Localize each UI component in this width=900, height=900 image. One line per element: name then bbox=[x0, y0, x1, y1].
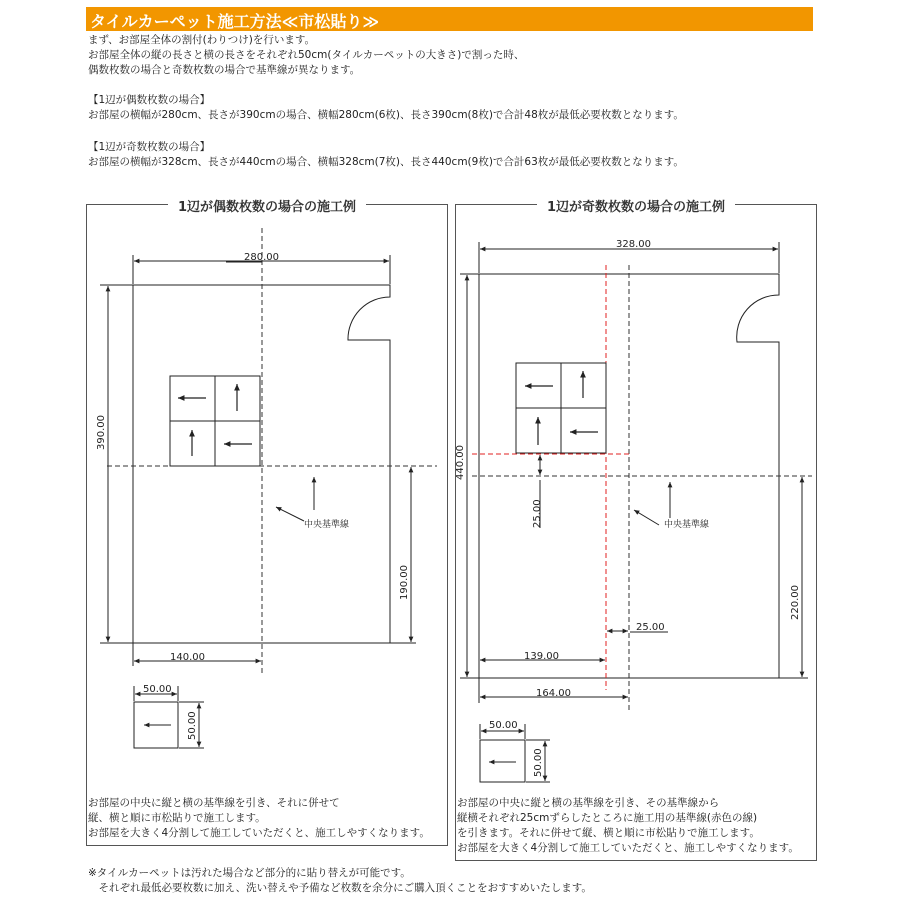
even-height-label: 390.00 bbox=[96, 415, 107, 450]
intro-line-3: 偶数枚数の場合と奇数枚数の場合で基準線が異なります。 bbox=[88, 64, 361, 76]
odd-offset-horizontal-label: 25.00 bbox=[636, 622, 665, 633]
odd-desc-4: お部屋を大きく4分割して施工していただくと、施工しやすくなります。 bbox=[457, 842, 799, 854]
even-width-label: 280.00 bbox=[244, 252, 279, 263]
even-center-label: 中央基準線 bbox=[304, 520, 350, 530]
even-tile-height-label: 50.00 bbox=[187, 711, 198, 740]
odd-desc-1: お部屋の中央に縦と横の基準線を引き、その基準線から bbox=[457, 797, 720, 809]
even-heading: 【1辺が偶数枚数の場合】 bbox=[88, 94, 211, 106]
even-half-height-label: 190.00 bbox=[399, 565, 410, 600]
odd-text: お部屋の横幅が328cm、長さが440cmの場合、横幅328cm(7枚)、長さ440cm(9枚)で合計63枚が最低必要枚数となります。 bbox=[88, 156, 684, 168]
odd-width-label: 328.00 bbox=[616, 239, 651, 250]
even-panel-title: 1辺が偶数枚数の場合の施工例 bbox=[168, 200, 366, 215]
odd-tile-width-label: 50.00 bbox=[489, 720, 518, 731]
odd-sample-tile bbox=[480, 740, 525, 782]
intro-line-2: お部屋全体の縦の長さと横の長さをそれぞれ50cm(タイルカーペットの大きさ)で割った時、 bbox=[88, 49, 525, 61]
even-desc-1: お部屋の中央に縦と横の基準線を引き、それに併せて bbox=[88, 797, 340, 809]
footer-note-1: ※タイルカーペットは汚れた場合など部分的に貼り替えが可能です。 bbox=[88, 867, 411, 879]
footer-note-2: それぞれ最低必要枚数に加え、洗い替えや予備など枚数を余分にご購入頂くことをおすすめいたします。 bbox=[88, 882, 592, 894]
odd-half-height-label: 220.00 bbox=[790, 585, 801, 620]
odd-half-width-label: 164.00 bbox=[536, 688, 571, 699]
even-desc-2: 縦、横と順に市松貼りで施工します。 bbox=[88, 812, 266, 824]
odd-desc-2: 縦横それぞれ25cmずらしたところに施工用の基準線(赤色の線) bbox=[457, 812, 758, 824]
intro-line-1: まず、お部屋全体の割付(わりつけ)を行います。 bbox=[88, 34, 316, 46]
even-half-width-label: 140.00 bbox=[170, 652, 205, 663]
even-desc-3: お部屋を大きく4分割して施工していただくと、施工しやすくなります。 bbox=[88, 827, 430, 839]
even-tile-width-label: 50.00 bbox=[143, 684, 172, 695]
odd-heading: 【1辺が奇数枚数の場合】 bbox=[88, 141, 211, 153]
even-tile-group bbox=[170, 376, 260, 466]
odd-desc-3: を引きます。それに併せて縦、横と順に市松貼りで施工します。 bbox=[457, 827, 760, 839]
odd-panel-title: 1辺が奇数枚数の場合の施工例 bbox=[537, 200, 735, 215]
page-title: タイルカーペット施工方法≪市松貼り≫ bbox=[90, 12, 380, 31]
odd-height-label: 440.00 bbox=[455, 445, 466, 480]
odd-tile-height-label: 50.00 bbox=[533, 748, 544, 777]
odd-offset-vertical-label: 25.00 bbox=[532, 499, 543, 528]
even-text: お部屋の横幅が280cm、長さが390cmの場合、横幅280cm(6枚)、長さ390cm(8枚)で合計48枚が最低必要枚数となります。 bbox=[88, 109, 684, 121]
odd-center-label: 中央基準線 bbox=[664, 520, 710, 530]
odd-red-offset-label: 139.00 bbox=[524, 651, 559, 662]
odd-tile-group bbox=[516, 363, 606, 453]
